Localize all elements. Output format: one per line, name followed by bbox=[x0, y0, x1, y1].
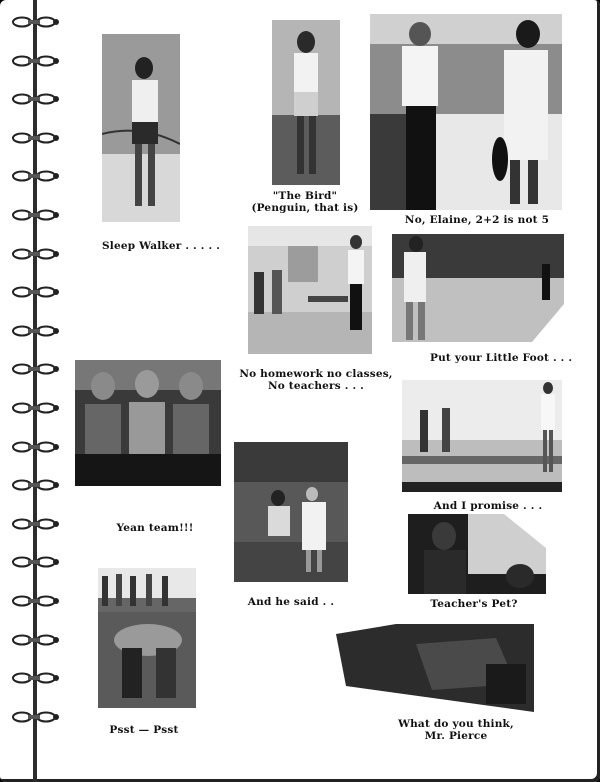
binder-ring bbox=[8, 402, 60, 414]
binder-ring bbox=[8, 170, 60, 182]
photo-i-promise bbox=[402, 380, 562, 492]
photo-sleep-walker bbox=[102, 34, 180, 222]
binder-ring bbox=[8, 93, 60, 105]
binder-ring bbox=[8, 325, 60, 337]
caption-no-homework-line1: No homework no classes, bbox=[239, 368, 393, 380]
photo-he-said bbox=[234, 442, 348, 582]
photo-yean-team bbox=[75, 360, 221, 486]
caption-elaine: No, Elaine, 2+2 is not 5 bbox=[404, 214, 550, 226]
caption-psst: Psst — Psst bbox=[109, 724, 179, 736]
caption-mr-pierce-line2: Mr. Pierce bbox=[424, 730, 488, 742]
binder-ring bbox=[8, 132, 60, 144]
spiral-binding bbox=[0, 0, 64, 782]
caption-sleep-walker: Sleep Walker . . . . . bbox=[102, 240, 221, 252]
caption-little-foot: Put your Little Foot . . . bbox=[430, 352, 573, 364]
binder-ring bbox=[8, 672, 60, 684]
binder-ring bbox=[8, 711, 60, 723]
binder-ring bbox=[8, 479, 60, 491]
caption-the-bird-line1: "The Bird" bbox=[272, 190, 338, 202]
binder-ring bbox=[8, 634, 60, 646]
binder-ring bbox=[8, 595, 60, 607]
binder-ring bbox=[8, 209, 60, 221]
photo-mr-pierce bbox=[336, 624, 534, 712]
binder-ring bbox=[8, 441, 60, 453]
photo-teachers-pet bbox=[408, 514, 546, 594]
binder-ring bbox=[8, 55, 60, 67]
binder-ring bbox=[8, 556, 60, 568]
photo-no-homework bbox=[248, 226, 372, 354]
photo-the-bird bbox=[272, 20, 340, 185]
binder-ring bbox=[8, 248, 60, 260]
binder-ring bbox=[8, 363, 60, 375]
caption-the-bird-line2: (Penguin, that is) bbox=[251, 202, 359, 214]
caption-he-said: And he said . . bbox=[247, 596, 335, 608]
binder-ring bbox=[8, 286, 60, 298]
caption-mr-pierce-line1: What do you think, bbox=[398, 718, 514, 730]
caption-i-promise: And I promise . . . bbox=[433, 500, 543, 512]
photo-elaine bbox=[370, 14, 562, 210]
caption-teachers-pet: Teacher's Pet? bbox=[430, 598, 518, 610]
binding-rail bbox=[33, 0, 37, 782]
caption-no-homework-line2: No teachers . . . bbox=[267, 380, 365, 392]
binder-ring bbox=[8, 518, 60, 530]
binder-ring bbox=[8, 16, 60, 28]
photo-psst bbox=[98, 568, 196, 708]
photo-little-foot bbox=[392, 234, 564, 342]
caption-yean-team: Yean team!!! bbox=[116, 522, 194, 534]
